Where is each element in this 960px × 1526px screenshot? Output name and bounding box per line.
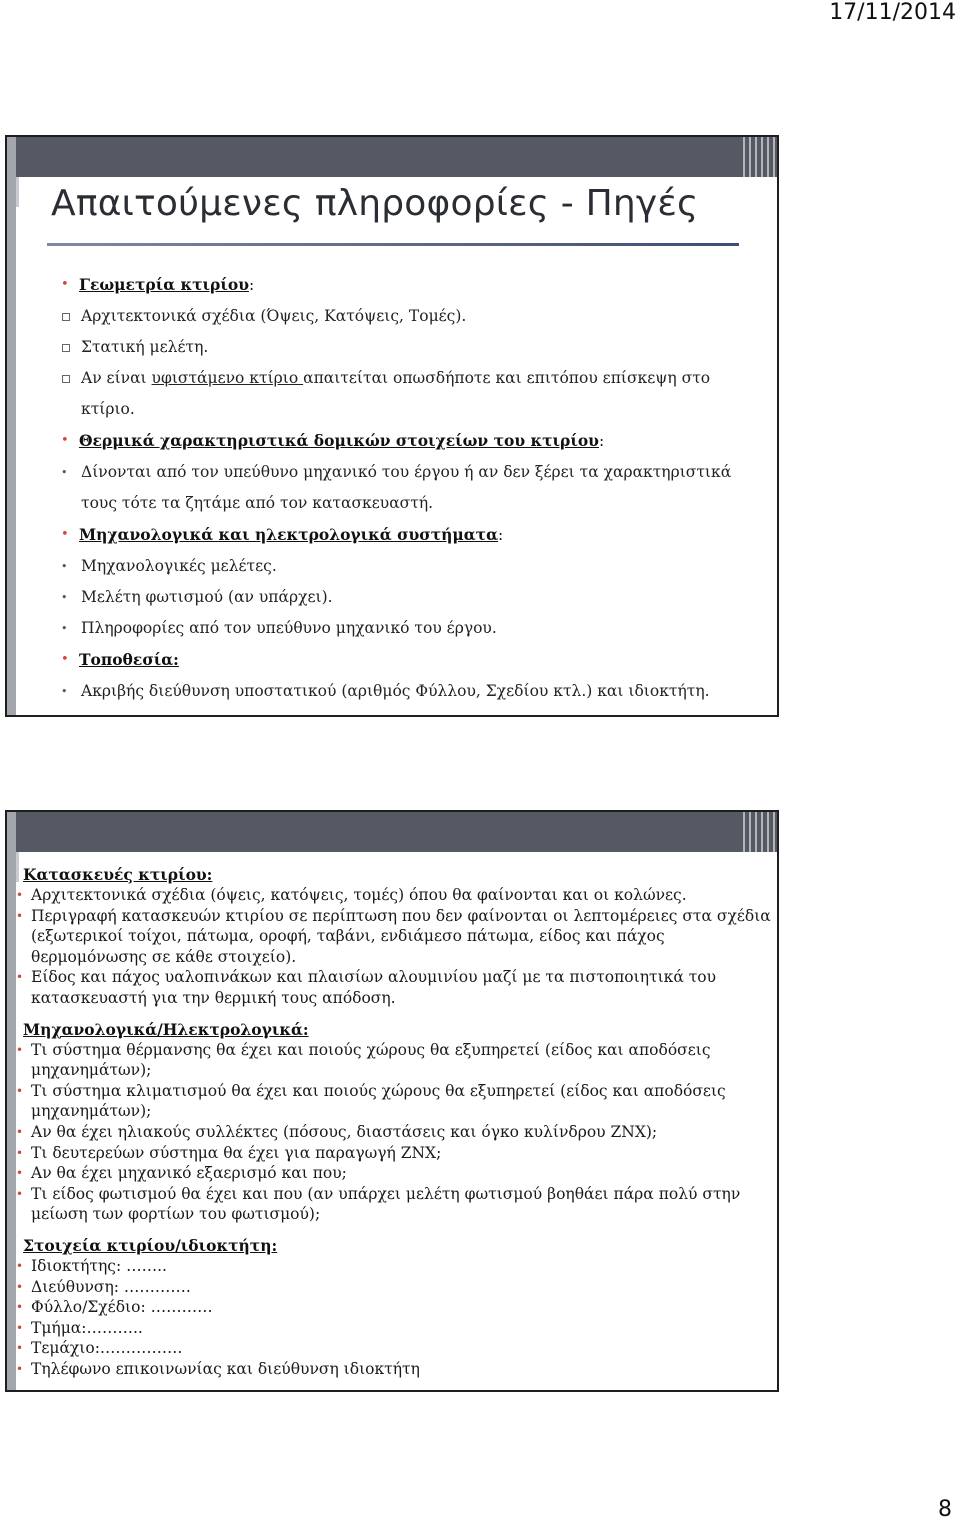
- bullet-icon: •: [16, 970, 24, 985]
- item-text: Αρχιτεκτονικά σχέδια (όψεις, κατόψεις, τομές) όπου θα φαίνονται και οι κολώνες.: [31, 886, 687, 904]
- bullet-icon: •: [16, 1145, 24, 1160]
- bullet-icon: •: [16, 1042, 24, 1057]
- bullet-icon: •: [16, 1258, 24, 1273]
- bullet-icon: •: [61, 622, 68, 635]
- bullet-icon: •: [61, 466, 68, 479]
- slide-1-content: [57, 269, 757, 707]
- header-stripes: [743, 812, 777, 852]
- list-item: [57, 582, 757, 613]
- item-text: απαιτείται οπωσδήποτε και επιτόπου επίσκεψη στο: [303, 369, 711, 387]
- heading-suffix: :: [248, 276, 255, 294]
- slide-2-content: [15, 864, 777, 1379]
- section-heading-building-owner: Στοιχεία κτιρίου/ιδιοκτήτη:: [23, 1235, 278, 1255]
- slide-2: [5, 810, 779, 1392]
- list-item: [57, 488, 757, 519]
- section-item: [57, 425, 757, 457]
- section-heading: Μηχανολογικά και ηλεκτρολογικά συστήματα: [79, 525, 499, 544]
- item-text: Πληροφορίες από τον υπεύθυνο μηχανικό του έργου.: [81, 619, 497, 637]
- slide-side-accent: [16, 177, 19, 207]
- item-text: τους τότε τα ζητάμε από τον κατασκευαστή.: [81, 494, 434, 512]
- list-item: [15, 1297, 777, 1318]
- item-text: Τεμάχιο:…………….: [31, 1339, 183, 1358]
- bullet-icon: •: [16, 1083, 24, 1098]
- item-text: Αν θα έχει μηχανικό εξαερισμό και που;: [31, 1164, 347, 1183]
- list-item: [57, 332, 757, 363]
- list-item: [15, 1081, 777, 1122]
- bullet-icon: •: [61, 685, 68, 698]
- bullet-icon: •: [61, 560, 68, 573]
- item-text: Τμήμα:………..: [31, 1318, 143, 1337]
- slide-header-bar: [7, 137, 777, 177]
- list-item: [15, 1277, 777, 1298]
- bullet-icon: •: [16, 1320, 24, 1335]
- bullet-icon: •: [61, 433, 69, 448]
- bullet-icon: •: [16, 1341, 24, 1356]
- list-item: [15, 1256, 777, 1277]
- list-item: [15, 967, 777, 1008]
- bullet-icon: •: [16, 888, 24, 902]
- title-rule: [47, 243, 739, 246]
- list-item: [15, 1143, 777, 1164]
- bullet-icon: •: [16, 1124, 24, 1139]
- item-text: Τι είδος φωτισμού θα έχει και που (αν υπάρχει μελέτη φωτισμού βοηθάει πάρα πολύ στην μείωση των φορτίων του φωτισμού);: [31, 1184, 741, 1224]
- item-text: Τι σύστημα θέρμανσης θα έχει και ποιούς χώρους θα εξυπηρετεί (είδος και αποδόσεις μηχανημάτων);: [31, 1040, 711, 1080]
- item-text: Διεύθυνση: ………….: [31, 1277, 191, 1296]
- bullet-icon: •: [61, 527, 69, 542]
- page-number: 8: [938, 1497, 952, 1522]
- list-item: [15, 1163, 777, 1184]
- heading-suffix: :: [498, 526, 504, 544]
- list-item: [15, 1122, 777, 1143]
- bullet-icon: •: [16, 1361, 24, 1376]
- item-text: Ιδιοκτήτης: ……..: [31, 1256, 167, 1275]
- bullet-icon: •: [16, 1186, 24, 1201]
- item-text: Τηλέφωνο επικοινωνίας και διεύθυνση ιδιοκτήτη: [31, 1359, 420, 1378]
- mechanical-list: [15, 1040, 777, 1225]
- square-bullet-icon: [62, 375, 70, 383]
- section-heading: Θερμικά χαρακτηριστικά δομικών στοιχείων του κτιρίου: [79, 431, 599, 450]
- item-text: Αν είναι: [81, 369, 152, 387]
- header-stripes: [743, 137, 777, 177]
- bullet-icon: •: [61, 652, 69, 667]
- item-text: Τι δευτερεύων σύστημα θα έχει για παραγωγή ΖΝΧ;: [31, 1143, 442, 1162]
- list-item: [57, 613, 757, 644]
- list-item: [57, 394, 757, 425]
- section-heading-constructions: Κατασκευές κτιρίου:: [23, 865, 213, 884]
- bullet-icon: •: [16, 908, 24, 923]
- item-text: Ακριβής διεύθυνση υποστατικού (αριθμός Φύλλου, Σχεδίου κτλ.) και ιδιοκτήτη.: [81, 682, 710, 700]
- slide-side-bar: [7, 137, 16, 715]
- constructions-list: [15, 885, 777, 1009]
- square-bullet-icon: [62, 344, 70, 352]
- item-text: Είδος και πάχος υαλοπινάκων και πλαισίων αλουμινίου μαζί με τα πιστοποιητικά του κατασκευαστή για την θερμική τους απόδοση.: [31, 968, 717, 1007]
- section-heading: Τοποθεσία:: [79, 650, 179, 669]
- list-item: [57, 457, 757, 488]
- list-item: [15, 1359, 777, 1380]
- section-item: [57, 519, 757, 551]
- section-heading-mechanical: Μηχανολογικά/Ηλεκτρολογικά:: [23, 1019, 309, 1039]
- slide-header-bar: [7, 812, 777, 852]
- building-owner-list: [15, 1256, 777, 1380]
- section-heading: Γεωμετρία κτιρίου: [79, 275, 249, 294]
- list-item: [57, 676, 757, 707]
- item-text-underlined: υφιστάμενο κτίριο: [151, 369, 304, 387]
- item-text: Μελέτη φωτισμού (αν υπάρχει).: [81, 588, 333, 606]
- bullet-icon: •: [61, 591, 68, 604]
- item-text: Στατική μελέτη.: [81, 338, 209, 356]
- list-item: [57, 551, 757, 582]
- item-text: Δίνονται από τον υπεύθυνο μηχανικό του έργου ή αν δεν ξέρει τα χαρακτηριστικά: [81, 463, 732, 481]
- list-item: [15, 885, 777, 906]
- slide-1-list: [57, 269, 757, 707]
- item-text: Τι σύστημα κλιματισμού θα έχει και ποιούς χώρους θα εξυπηρετεί (είδος και αποδόσεις μηχανημάτων);: [31, 1081, 726, 1121]
- date-header: 17/11/2014: [829, 0, 956, 25]
- list-item: [57, 363, 757, 394]
- list-item: [15, 1318, 777, 1339]
- bullet-icon: •: [16, 1300, 24, 1315]
- section-item: [57, 269, 757, 301]
- item-text: Μηχανολογικές μελέτες.: [81, 557, 277, 575]
- list-item: [15, 906, 777, 968]
- bullet-icon: •: [16, 1279, 24, 1294]
- item-text: Φύλλο/Σχέδιο: …………: [31, 1298, 213, 1317]
- list-item: [57, 301, 757, 332]
- item-text: Περιγραφή κατασκευών κτιρίου σε περίπτωση που δεν φαίνονται οι λεπτομέρειες στα σχέδια (εξωτερικοί τοίχοι, πάτωμα, οροφή, ταβάνι, ενδιάμεσο πάτωμα, είδος και πάχος θερμομόνωσης σε κάθε στοιχείο).: [31, 906, 771, 966]
- list-item: [15, 1184, 777, 1225]
- item-text: Αν θα έχει ηλιακούς συλλέκτες (πόσους, διαστάσεις και όγκο κυλίνδρου ΖΝΧ);: [31, 1122, 658, 1141]
- square-bullet-icon: [62, 313, 70, 321]
- item-text: κτίριο.: [81, 400, 135, 418]
- item-text: Αρχιτεκτονικά σχέδια (Όψεις, Κατόψεις, Τομές).: [81, 307, 467, 325]
- list-item: [15, 1040, 777, 1081]
- slide-title: Απαιτούμενες πληροφορίες - Πηγές: [51, 183, 699, 224]
- list-item: [15, 1338, 777, 1359]
- slide-1: [5, 135, 779, 717]
- section-item: [57, 644, 757, 676]
- heading-suffix: :: [598, 432, 605, 450]
- bullet-icon: •: [61, 277, 69, 292]
- bullet-icon: •: [16, 1166, 24, 1181]
